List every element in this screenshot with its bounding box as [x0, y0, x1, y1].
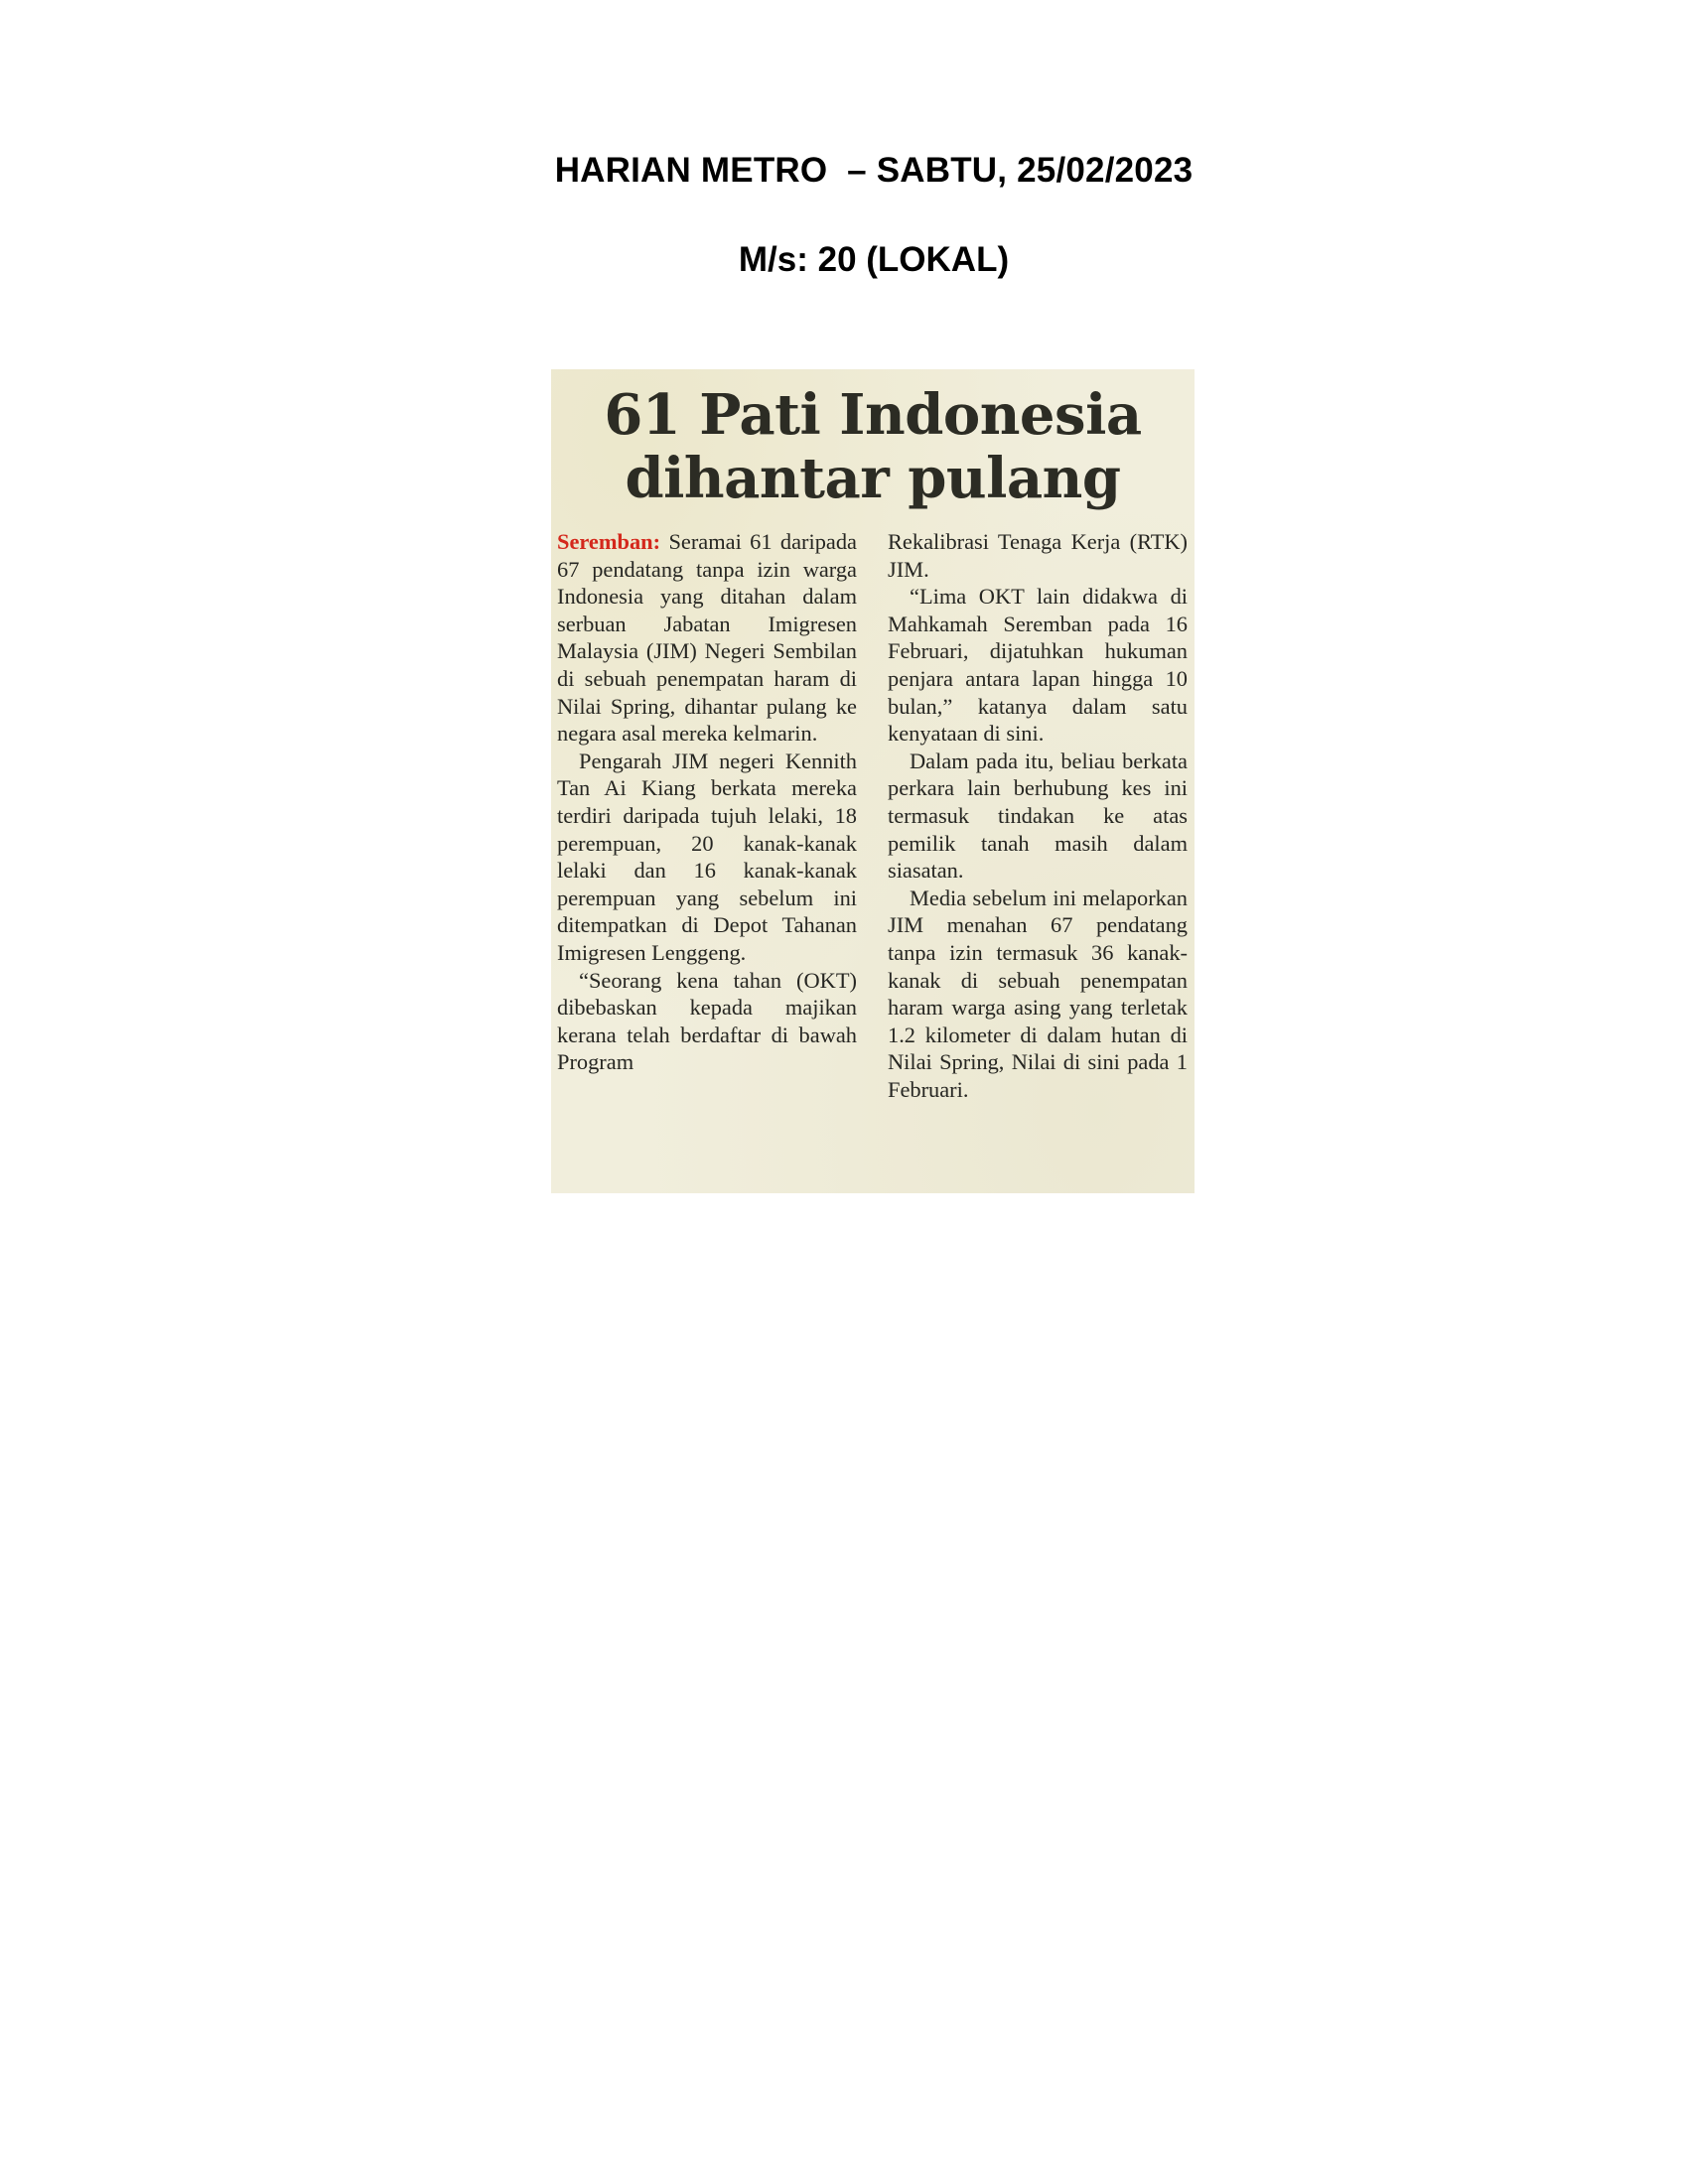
paragraph: Media sebelum ini melaporkan JIM menahan 67 pendatang tanpa izin termasuk 36 kanak-kanak di sebuah penempatan haram warga asing yang terletak 1.2 kilometer di dalam hutan di Nilai Spring, Nilai di sini pada 1 Februari.: [888, 885, 1188, 1102]
paragraph: “Seorang kena tahan (OKT) dibebaskan kepada majikan kerana telah berdaftar di bawah Program: [557, 967, 857, 1075]
paragraph: Dalam pada itu, beliau berkata perkara lain berhubung kes ini termasuk tindakan ke atas pemilik tanah masih dalam siasatan.: [888, 748, 1188, 884]
headline-line-1: 61 Pati Indonesia: [604, 382, 1142, 448]
paragraph: [557, 528, 857, 748]
newspaper-header: HARIAN METRO – SABTU, 25/02/2023: [554, 151, 1194, 190]
article-column-2: [888, 528, 1188, 1103]
paragraph: “Lima OKT lain didakwa di Mahkamah Seremban pada 16 Februari, dijatuhkan hukuman penjara antara lapan hingga 10 bulan,” katanya dalam satu kenyataan di sini.: [888, 584, 1188, 747]
page-section-label: M/s: 20 (LOKAL): [738, 240, 1010, 279]
dateline: Seremban:: [557, 529, 661, 554]
headline-line-2: dihantar pulang: [625, 446, 1121, 511]
paragraph: Rekalibrasi Tenaga Kerja (RTK) JIM.: [888, 529, 1188, 582]
paragraph: Pengarah JIM negeri Kennith Tan Ai Kiang berkata mereka terdiri daripada tujuh lelaki, 18 perempuan, 20 kanak-kanak lelaki dan 16 kanak-kanak perempuan yang sebelum ini ditempatkan di Depot Tahanan Imigresen Lenggeng.: [557, 748, 857, 965]
article-headline: [551, 383, 1195, 510]
paragraph-text: Seramai 61 daripada 67 pendatang tanpa izin warga Indonesia yang ditahan dalam serbuan Jabatan Imigresen Malaysia (JIM) Negeri Sembilan di sebuah penempatan haram di Nilai Spring, dihantar pulang ke negara asal mereka kelmarin.: [557, 529, 857, 747]
article-column-1: [557, 528, 857, 1076]
newspaper-clipping: [551, 369, 1195, 1193]
